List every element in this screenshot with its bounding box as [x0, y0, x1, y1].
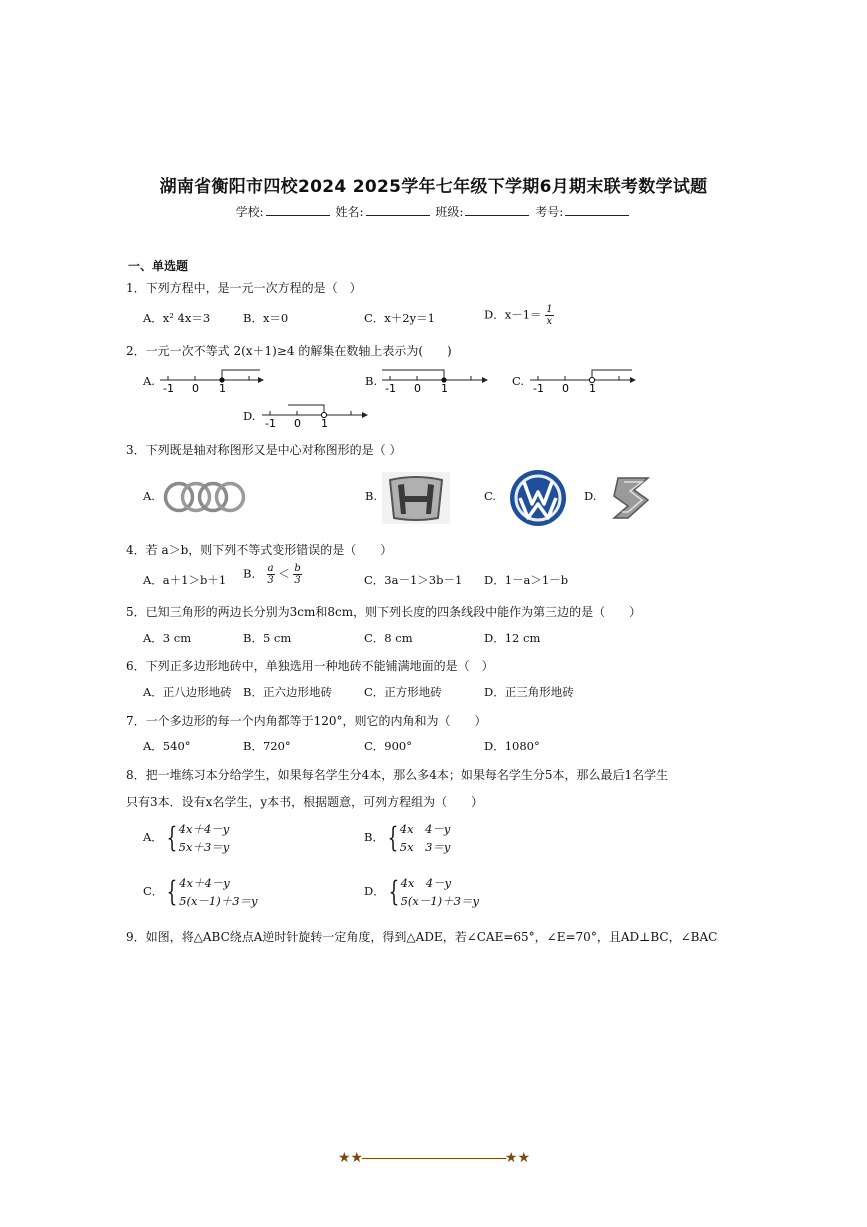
q8-c-eq1: 4x＋4－y: [179, 876, 230, 890]
q3-label-b[interactable]: B.: [365, 489, 378, 503]
q8-a-eq1: 4x＋4－y: [178, 822, 230, 836]
q1-d-den: x: [546, 316, 553, 327]
exam-no-blank[interactable]: [565, 205, 629, 216]
q8-b-brace: {: [387, 821, 399, 854]
q7-option-a[interactable]: A．540°: [143, 739, 191, 753]
name-blank[interactable]: [366, 205, 430, 216]
q2-numberline-b[interactable]: [380, 364, 490, 394]
page-footer-ornament: [338, 1150, 530, 1166]
q8-option-b[interactable]: [364, 820, 450, 856]
section-heading: 一、单选题: [128, 259, 189, 273]
q4-b-left-fraction: [267, 563, 275, 586]
q1-option-d[interactable]: [484, 304, 554, 327]
page-title: 湖南省衡阳市四校2024 2025学年七年级下学期6月期末联考数学试题: [159, 177, 708, 197]
q8-d-system: [401, 874, 479, 910]
q4-option-a[interactable]: A．a＋1＞b＋1: [143, 573, 227, 587]
question-7-stem: 7．一个多边形的每一个内角都等于120°，则它的内角和为（ ）: [126, 714, 487, 728]
q4-option-c[interactable]: C．3a－1＞3b－1: [364, 573, 463, 587]
q8-c-system: [179, 874, 257, 910]
volkswagen-logo-icon[interactable]: [506, 468, 570, 528]
q1-option-a[interactable]: A．x² 4x＝3: [143, 311, 211, 325]
q8-option-b-label: B．: [364, 830, 384, 844]
q2-numberline-d[interactable]: [260, 399, 370, 429]
q8-b-system: [400, 820, 451, 856]
q1-d-fraction: [545, 304, 553, 327]
q2-label-c[interactable]: C.: [512, 374, 525, 388]
q6-option-b[interactable]: B．正六边形地砖: [243, 685, 332, 699]
tick-minus-1: -1: [265, 417, 276, 429]
q1-option-c[interactable]: C．x＋2y＝1: [364, 311, 435, 325]
tick-minus-1: -1: [533, 382, 544, 394]
q4-b-right-num: b: [294, 563, 301, 574]
q8-d-eq2: 5(x－1)＋3＝y: [400, 894, 479, 908]
honda-logo-icon[interactable]: [382, 472, 450, 524]
q4-b-left-num: a: [267, 563, 274, 574]
q4-option-b-label: B．: [243, 566, 263, 581]
q3-label-d[interactable]: D.: [584, 489, 597, 503]
class-label: 班级:: [435, 205, 464, 219]
q2-numberline-c[interactable]: [528, 364, 638, 394]
question-5-stem: 5．已知三角形的两边长分别为3cm和8cm，则下列长度的四条线段中能作为第三边的是（ ）: [126, 605, 642, 619]
q8-b-eq2: 5x 3＝y: [399, 840, 451, 854]
tick-0: 0: [192, 382, 199, 394]
question-8-stem-line-2: 只有3本．设有x名学生，y本书，根据题意，可列方程组为（ ）: [126, 795, 484, 809]
q2-numberline-a[interactable]: [158, 364, 266, 394]
q8-b-eq1: 4x 4－y: [399, 822, 451, 836]
q5-option-d[interactable]: D．12 cm: [484, 631, 541, 645]
q6-option-c[interactable]: C．正方形地砖: [364, 685, 442, 699]
q8-c-eq2: 5(x－1)＋3＝y: [179, 894, 258, 908]
school-label: 学校:: [235, 205, 264, 219]
q8-a-brace: {: [166, 821, 178, 854]
q5-option-a[interactable]: A．3 cm: [143, 631, 192, 645]
q5-option-c[interactable]: C．8 cm: [364, 631, 413, 645]
q8-option-a-label: A．: [143, 830, 163, 844]
question-2-stem: 2．一元一次不等式 2(x＋1)≥4 的解集在数轴上表示为( ): [126, 344, 452, 358]
tick-0: 0: [562, 382, 569, 394]
q8-d-brace: {: [388, 875, 399, 908]
tick-0: 0: [294, 417, 301, 429]
q4-b-operator: ＜: [278, 566, 290, 581]
footer-divider-line: [362, 1158, 506, 1159]
audi-logo-icon[interactable]: [160, 477, 248, 517]
footer-stars-right: ★★: [504, 1150, 530, 1166]
q1-d-num: 1: [546, 304, 553, 315]
q4-b-right-den: 3: [294, 575, 301, 586]
q6-option-d[interactable]: D．正三角形地砖: [484, 685, 574, 699]
q4-option-b[interactable]: [243, 563, 302, 586]
q8-a-system: [179, 820, 230, 856]
question-8-stem: 8．把一堆练习本分给学生，如果每名学生分4本，那么多4本；如果每名学生分5本，那么最后1名学生: [126, 768, 669, 782]
q1-option-b[interactable]: B．x＝0: [243, 311, 289, 325]
question-1-stem: 1．下列方程中，是一元一次方程的是（ ）: [126, 281, 362, 295]
q1-option-d-label: D．x－1＝: [484, 307, 542, 322]
exam-no-label: 考号:: [535, 205, 564, 219]
q8-option-d[interactable]: [364, 874, 479, 910]
q2-label-b[interactable]: B.: [365, 374, 378, 388]
name-label: 姓名:: [335, 205, 364, 219]
question-6-stem: 6．下列正多边形地砖中，单独选用一种地砖不能铺满地面的是（ ）: [126, 659, 494, 673]
q6-option-a[interactable]: A．正八边形地砖: [143, 685, 232, 699]
school-blank[interactable]: [266, 205, 330, 216]
footer-stars-left: ★★: [338, 1150, 364, 1166]
q8-option-c-label: C．: [143, 884, 164, 898]
q8-option-c[interactable]: [143, 874, 258, 910]
q4-option-d[interactable]: D．1－a＞1－b: [484, 573, 569, 587]
q2-label-d[interactable]: D.: [243, 409, 256, 423]
question-9-stem: 9．如图，将△ABC绕点A逆时针旋转一定角度，得到△ADE，若∠CAE=65°，∠E=70°，且AD⊥BC，∠BAC: [126, 930, 718, 944]
suzuki-logo-icon[interactable]: [604, 472, 660, 524]
q8-a-eq2: 5x＋3＝y: [178, 840, 230, 854]
q8-option-d-label: D．: [364, 884, 385, 898]
q3-label-c[interactable]: C.: [484, 489, 497, 503]
q8-d-eq1: 4x 4－y: [400, 876, 452, 890]
question-4-stem: 4．若 a＞b，则下列不等式变形错误的是（ ）: [126, 543, 393, 557]
class-blank[interactable]: [465, 205, 529, 216]
q8-c-brace: {: [166, 875, 178, 908]
q7-option-d[interactable]: D．1080°: [484, 739, 540, 753]
q8-option-a[interactable]: [143, 820, 229, 856]
tick-1: 1: [441, 382, 448, 394]
q4-b-right-fraction: [293, 563, 301, 586]
tick-1: 1: [589, 382, 596, 394]
q7-option-b[interactable]: B．720°: [243, 739, 291, 753]
q7-option-c[interactable]: C．900°: [364, 739, 412, 753]
student-info-line: [0, 203, 867, 220]
tick-minus-1: -1: [163, 382, 174, 394]
tick-minus-1: -1: [385, 382, 396, 394]
tick-1: 1: [321, 417, 328, 429]
q4-b-left-den: 3: [267, 575, 274, 586]
tick-0: 0: [414, 382, 421, 394]
q2-label-a[interactable]: A.: [143, 374, 155, 388]
question-3-stem: 3．下列既是轴对称图形又是中心对称图形的是（ ）: [126, 443, 402, 457]
q5-option-b[interactable]: B．5 cm: [243, 631, 292, 645]
q3-label-a[interactable]: A.: [143, 489, 155, 503]
tick-1: 1: [219, 382, 226, 394]
